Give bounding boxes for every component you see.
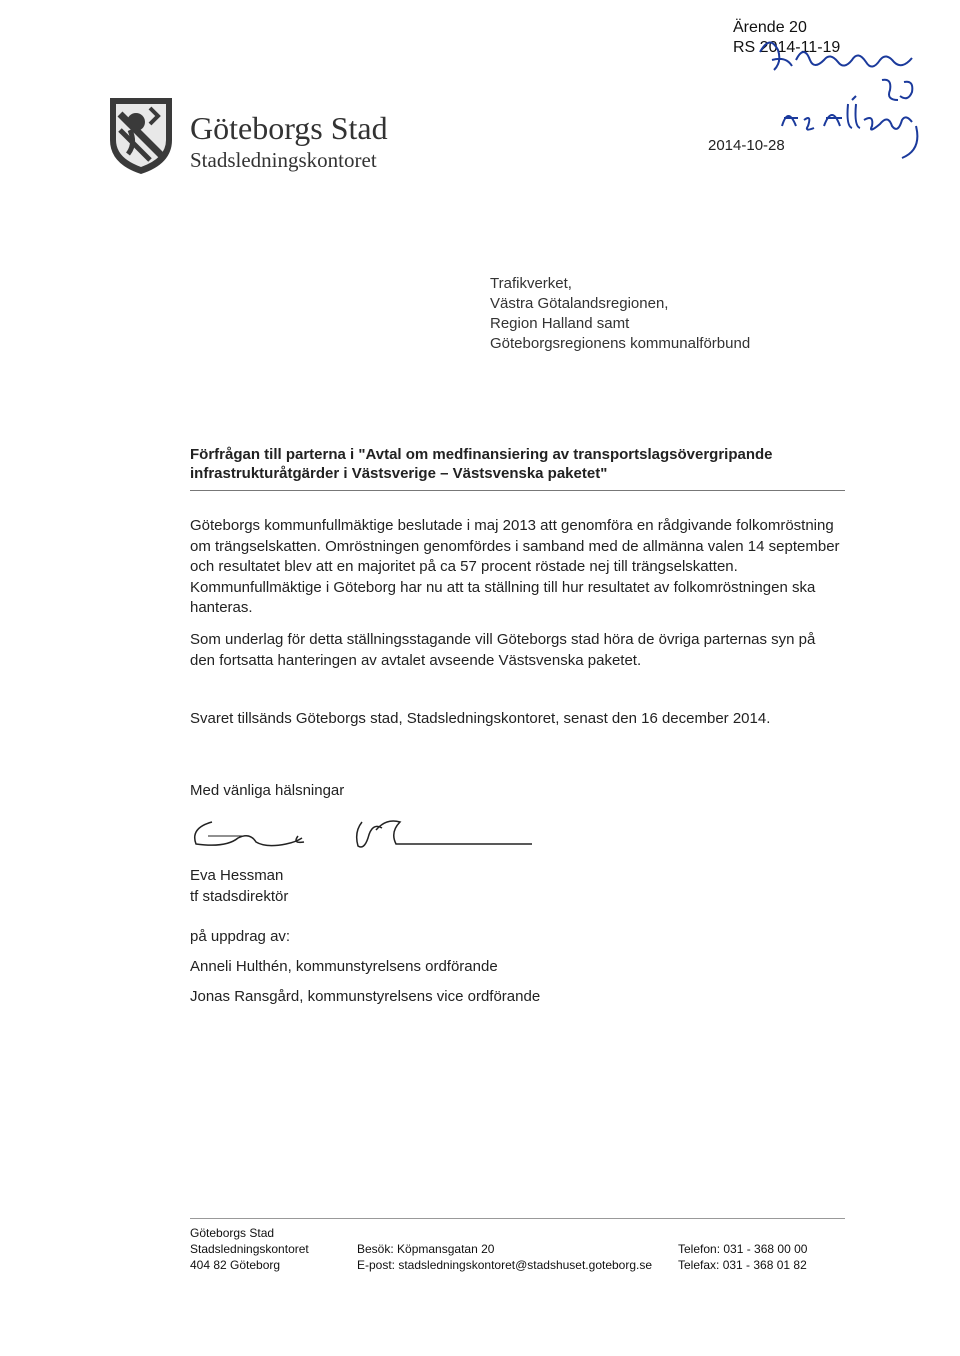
- footer-contact: [357, 1241, 652, 1273]
- footer-phone: [678, 1241, 807, 1273]
- recipient-block: [490, 274, 750, 354]
- signer-block: [190, 865, 288, 907]
- footer-telephone: Telefon: 031 - 368 00 00: [678, 1242, 808, 1256]
- letter-date: 2014-10-28: [708, 137, 785, 154]
- org-unit: Stadsledningskontoret: [190, 148, 377, 172]
- org-name: Göteborgs Stad: [190, 110, 388, 146]
- footer-address: [190, 1225, 309, 1273]
- coat-of-arms-logo: [106, 94, 176, 176]
- body-paragraph: Göteborgs kommunfullmäktige beslutade i maj 2013 att genomföra en rådgivande folkomröstning om trängselskatten. Omröstningen genomfördes i samband med de allmänna valen 14 september och resultatet blev att en majoritet på ca 57 procent röstade nej till trängselskatten. Kommunfullmäktige i Göteborg har nu att ta ställning till hur resultatet av folkomröstningen ska hanteras.: [190, 517, 840, 616]
- footer-postal: 404 82 Göteborg: [190, 1258, 281, 1272]
- on-behalf-person: Anneli Hulthén, kommunstyrelsens ordförande: [190, 958, 498, 975]
- footer-divider: [190, 1218, 845, 1219]
- footer-unit: Stadsledningskontoret: [190, 1242, 309, 1256]
- signer-title: tf stadsdirektör: [190, 888, 289, 905]
- signer-name: Eva Hessman: [190, 867, 284, 884]
- footer-visit: Besök: Köpmansgatan 20: [357, 1242, 495, 1256]
- on-behalf-person: Jonas Ransgård, kommunstyrelsens vice ordförande: [190, 988, 541, 1005]
- footer-email: E-post: stadsledningskontoret@stadshuset.goteborg.se: [357, 1258, 653, 1272]
- footer-org: Göteborgs Stad: [190, 1226, 275, 1240]
- closing-greeting: Med vänliga hälsningar: [190, 782, 345, 799]
- recipient-line: Västra Götalandsregionen,: [490, 295, 669, 312]
- letter-subject: Förfrågan till parterna i "Avtal om medfinansiering av transportslagsövergripande infrastrukturåtgärder i Västsverige – Västsvenska paketet": [190, 446, 773, 482]
- recipient-line: Göteborgsregionens kommunalförbund: [490, 335, 751, 352]
- subject-divider: [190, 490, 845, 491]
- recipient-line: Region Halland samt: [490, 315, 630, 332]
- body-paragraph: Svaret tillsänds Göteborgs stad, Stadsledningskontoret, senast den 16 december 2014.: [190, 710, 771, 727]
- on-behalf-label: på uppdrag av:: [190, 928, 291, 945]
- stamp-line-2: RS 2014-11-19: [733, 39, 841, 56]
- footer-fax: Telefax: 031 - 368 01 82: [678, 1258, 807, 1272]
- handwritten-signature: [186, 808, 536, 858]
- recipient-line: Trafikverket,: [490, 275, 572, 292]
- org-header: [190, 110, 388, 173]
- body-paragraph: Som underlag för detta ställningsstagande vill Göteborgs stad höra de övriga parternas syn på den fortsatta hanteringen av avtalet avseende Västsvenska paketet.: [190, 631, 816, 669]
- stamp-line-1: Ärende 20: [733, 19, 807, 36]
